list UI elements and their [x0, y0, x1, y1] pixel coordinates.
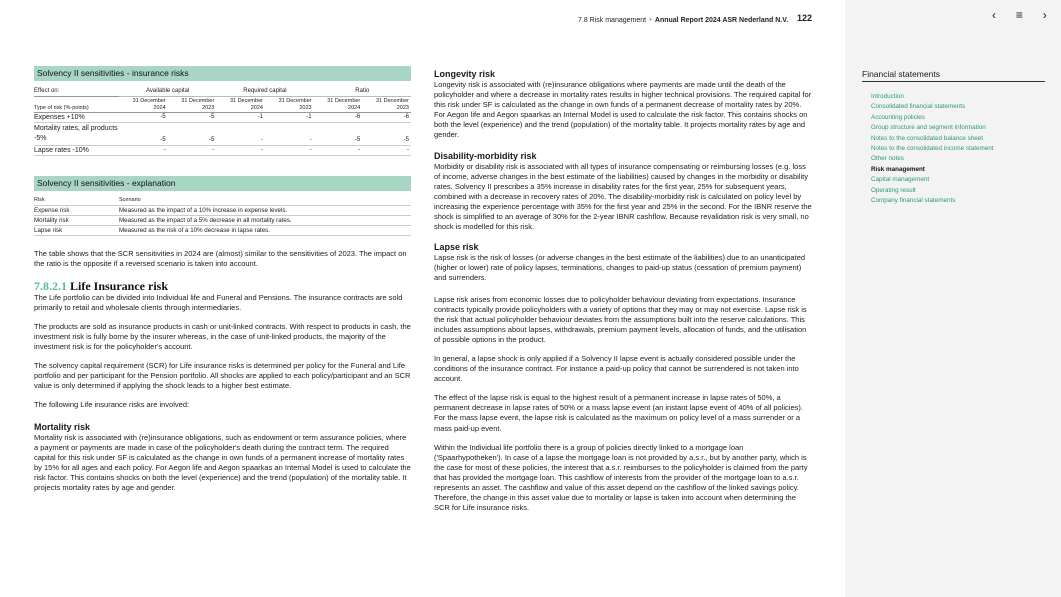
- paragraph: The effect of the lapse risk is equal to the highest result of a permanent increase in lapse rates of 50%, a permanent decrease in lapse rates of 50% or a mass lapse event (an instant lapse event of 40% of all policies). For the mass lapse event, the lapse risk is calculated as the maximum on policy level of a mass surrender or a mass paid-up event.: [434, 393, 803, 433]
- section-heading: [34, 279, 411, 293]
- table-row: [34, 123, 411, 146]
- risk-cell: Expense risk: [34, 206, 119, 216]
- sensitivities-table: [34, 87, 411, 156]
- cell: -: [216, 146, 265, 156]
- paragraph: The table shows that the SCR sensitivities in 2024 are (almost) similar to the sensitivities of 2023. The impact on the ratio is the opposite if a reversed scenario is taken into account.: [34, 249, 407, 268]
- explanation-table: [34, 196, 411, 236]
- left-column: [34, 66, 411, 493]
- paragraph: Lapse risk arises from economic losses due to policyholder behaviour deviating from expectations. Insurance contracts typically provide policyholders with a variety of options that they may or may not exercise. Lapse risk is the risk that actual policyholder behaviour deviates from the assumptions built into the reserve calculations. This includes assumptions about lapses, withdrawals, premium payment levels, allocation of funds, and the utilisation of possible options in the product.: [434, 294, 807, 344]
- col-header: 31 December 2023: [362, 97, 411, 113]
- header-section: 7.8 Risk management: [578, 17, 647, 24]
- sidebar-link-other-notes[interactable]: Other notes: [871, 155, 904, 163]
- sidebar-link-capital-management[interactable]: Capital management: [871, 176, 930, 184]
- cell: -5: [362, 123, 411, 146]
- cell: -6: [314, 113, 363, 123]
- disability-heading: Disability-morbidity risk: [434, 150, 537, 161]
- paragraph: The Life portfolio can be divided into Individual life and Funeral and Pensions. The insurance contracts are sold primarily to retail and wholesale clients through intermediaries.: [34, 293, 403, 312]
- paragraph: The solvency capital requirement (SCR) for Life insurance risks is determined per policy for the Funeral and Life portfolio and per participant for the Pension portfolio. All shocks are applied to each policy/participant and an SCR value is only determined if applying the shock leads to a higher best estimate.: [34, 361, 411, 390]
- paragraph: Morbidity or disability risk is associated with all types of insurance compensating or reimbursing losses (e.g. loss of income, adverse changes in the best estimate of the liabilities) caused by changes in the morbidity or disability rates. Solvency II prescribes a 35% increase in disability rates for the first year, 25% for subsequent years, combined with a decrease in recovery rates of 20%. The disability-morbidity risk is calculated on policy level by increasing the experience percentage with 35% for the first year and 25% in the second. For the IBNR reserve the shock is simplified to an average of 30% for the 2-year IBNR cashflow. Because revalidation risk is very small, no shock is modelled for this risk.: [434, 161, 812, 232]
- expl-table-title: Solvency II sensitivities - explanation: [34, 176, 411, 191]
- sidebar-link-consolidated-financial-statements[interactable]: Consolidated financial statements: [871, 103, 966, 111]
- col-header: 31 December 2023: [168, 97, 217, 113]
- cell: -: [216, 123, 265, 146]
- cell: -5: [168, 123, 217, 146]
- cell: -5: [119, 113, 168, 123]
- cell: -: [265, 146, 314, 156]
- cell: -1: [216, 113, 265, 123]
- scenario-header: Scenario: [119, 196, 411, 206]
- table-row: [34, 146, 411, 156]
- effect-on-label: Effect on:: [34, 87, 119, 97]
- risk-header: Risk: [34, 196, 119, 206]
- header-report-title: Annual Report 2024 ASR Nederland N.V.: [654, 17, 789, 24]
- section-number: 7.8.2.1: [34, 279, 67, 293]
- menu-icon[interactable]: ≡: [1015, 8, 1023, 22]
- page-number: 122: [797, 13, 813, 23]
- chevron-left-icon[interactable]: ‹: [992, 8, 996, 22]
- cell: -5: [168, 113, 217, 123]
- row-label: Mortality rates, all products -5%: [34, 123, 119, 146]
- table-row: [34, 216, 411, 226]
- sidebar-link-company-financial-statements[interactable]: Company financial statements: [871, 197, 956, 205]
- table-row: [34, 206, 411, 216]
- cell: -: [265, 123, 314, 146]
- sidebar-link-notes-income-statement[interactable]: Notes to the consolidated income statement: [871, 145, 994, 153]
- col-header: 31 December 2023: [265, 97, 314, 113]
- row-label: Expenses +10%: [34, 113, 119, 123]
- sidebar-link-accounting-policies[interactable]: Accounting policies: [871, 113, 925, 121]
- longevity-heading: Longevity risk: [434, 69, 496, 79]
- sidebar-title: Financial statements: [862, 69, 1045, 82]
- table-row: [34, 113, 411, 123]
- paragraph: Longevity risk is associated with (re)insurance obligations where payments are made until the death of the policyholder and where a decrease in mortality rates results in higher technical provisions. The required capital for this risk under SF is calculated as the change in own funds of a permanent decrease of mortality rates by 20%. For Aegon life and Aegon spaarkas an Internal Model is used to calculate the risk factor. This contains shocks on both the level (experience) and the trend (population) of the mortality table. It projects mortality rates by age and gender.: [434, 80, 812, 140]
- table-header-row: [34, 97, 411, 113]
- paragraph: The following Life insurance risks are involved:: [34, 400, 190, 409]
- sidebar-links: [871, 92, 994, 206]
- lapse-heading: Lapse risk: [434, 242, 479, 253]
- col-header: 31 December 2024: [216, 97, 265, 113]
- row-label: Lapse rates -10%: [34, 146, 119, 156]
- sidebar-link-group-structure[interactable]: Group structure and segment information: [871, 124, 986, 132]
- risk-cell: Mortality risk: [34, 216, 119, 226]
- cell: -: [168, 146, 217, 156]
- group-required-capital: Required capital: [216, 87, 313, 97]
- right-column: [434, 69, 812, 513]
- scenario-cell: Measured as the risk of a 10% decrease in lapse rates.: [119, 226, 411, 236]
- toc-sidebar: [845, 0, 1061, 597]
- sens-table-title: Solvency II sensitivities - insurance risks: [34, 66, 411, 81]
- mortality-heading: Mortality risk: [34, 422, 91, 432]
- paragraph: The products are sold as insurance products in cash or unit-linked contracts. With respect to products in cash, the investment risk is fully borne by the insurer whereas, in the case of unit-linked products, the majority of the investment risk is for the policyholder's account.: [34, 322, 411, 351]
- cell: -5: [314, 123, 363, 146]
- nav-controls: [983, 8, 1056, 22]
- cell: -: [119, 146, 168, 156]
- risk-cell: Lapse risk: [34, 226, 119, 236]
- section-title: Life Insurance risk: [70, 279, 169, 293]
- cell: -1: [265, 113, 314, 123]
- cell: -5: [119, 123, 168, 146]
- cell: -: [314, 146, 363, 156]
- group-ratio: Ratio: [314, 87, 411, 97]
- paragraph: Mortality risk is associated with (re)insurance obligations, such as endowment or term assurance policies, where a payment or payments are made in case of the policyholder's death during the contract term. The required capital for this risk under SF is calculated as the change in own funds of a permanent increase of mortality rates by 15% for all ages and each policy. For Aegon life and Aegon spaarkas an Internal Model is used to calculate the risk factor. This contains shocks on both the level (experience) and the trend (population) of the mortality table. It projects mortality rates by age and gender.: [34, 433, 411, 492]
- sidebar-link-operating-result[interactable]: Operating result: [871, 186, 916, 194]
- paragraph: In general, a lapse shock is only applied if a Solvency II lapse event is actually considered possible under the conditions of the insurance contract. For instance a paid-up policy that cannot be surrendered is not taken into account.: [434, 353, 799, 384]
- type-of-risk-header: Type of risk (%-points): [34, 97, 119, 113]
- scenario-cell: Measured as the impact of a 5% decrease in all mortality rates.: [119, 216, 411, 226]
- sidebar-link-introduction[interactable]: Introduction: [871, 93, 904, 100]
- cell: -: [362, 146, 411, 156]
- col-header: 31 December 2024: [314, 97, 363, 113]
- sidebar-link-notes-balance-sheet[interactable]: Notes to the consolidated balance sheet: [871, 134, 984, 142]
- paragraph: Within the Individual life portfolio there is a group of policies directly linked to a mortgage loan ('Spaarhypotheken'). In case of a lapse the mortgage loan is not provided by a.s.r., but by another party, which is the case for most of these policies, the interest that a.s.r. reimburses to the policyholder is claimed from the party that has provided the mortgage loan. This cashflow of interests from the provider of the mortgage loan to a.s.r. represents an asset. The cashflow and value of this asset depend on the cashflow of the linked savings policy. Therefore, the change in this asset value due to mortality or lapse is taken into account when determining the SCR for Life insurance risks.: [434, 442, 808, 513]
- scenario-cell: Measured as the impact of a 10% increase in expense levels.: [119, 206, 411, 216]
- col-header: 31 December 2024: [119, 97, 168, 113]
- bullet-dot-icon: •: [649, 15, 652, 24]
- paragraph: Lapse risk is the risk of losses (or adverse changes in the best estimate of the liabilities) due to an unanticipated (higher or lower) rate of policy lapses, terminations, changes to paid-up status (cessation of premium payment) and surrenders.: [434, 253, 806, 283]
- sidebar-link-risk-management[interactable]: Risk management: [871, 165, 925, 173]
- table-row: [34, 226, 411, 236]
- chevron-right-icon[interactable]: ›: [1042, 8, 1047, 22]
- group-available-capital: Available capital: [119, 87, 216, 97]
- page-header: [578, 13, 813, 24]
- cell: -6: [362, 113, 411, 123]
